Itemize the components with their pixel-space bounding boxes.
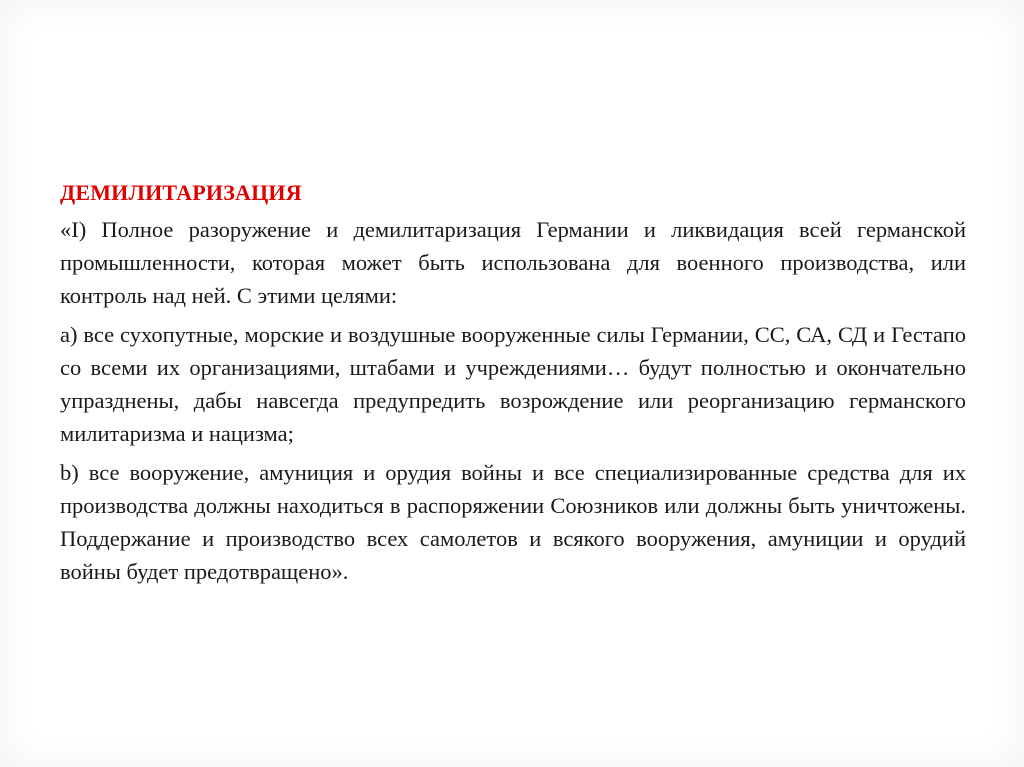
paragraph-b: b) все вооружение, амуниция и орудия войны и все специализированные средства для их производства должны находиться в распоряжении Союзников или должны быть уничтожены. Поддержание и производство всех самолетов и всякого вооружения, амуниции и орудий войны будет предотвращено».	[60, 460, 966, 584]
paragraph-a: a) все сухопутные, морские и воздушные вооруженные силы Германии, СС, СА, СД и Гестапо со всеми их организациями, штабами и учреждениями… будут полностью и окончательно упразднены, дабы навсегда предупредить возрождение или реорганизацию германского милитаризма и нацизма;	[60, 322, 966, 446]
slide-content	[60, 176, 966, 594]
slide-heading: ДЕМИЛИТАРИЗАЦИЯ	[60, 180, 302, 205]
paragraph-intro: «I) Полное разоружение и демилитаризация Германии и ликвидация всей германской промышленности, которая может быть использована для военного производства, или контроль над ней. С этими целями:	[60, 217, 966, 308]
